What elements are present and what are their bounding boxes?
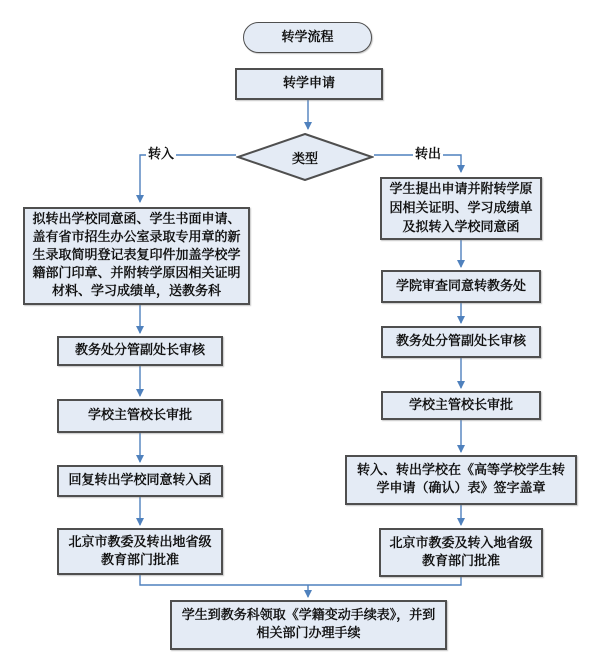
decision-label: 类型 bbox=[291, 151, 318, 167]
flow-node-decision bbox=[236, 133, 374, 181]
flow-node-left-reply-letter: 回复转出学校同意转入函 bbox=[57, 465, 223, 497]
flow-node-final-procedures: 学生到教务科领取《学籍变动手续表》，并到相关部门办理手续 bbox=[170, 600, 447, 650]
flow-node-left-principal-approval: 学校主管校长审批 bbox=[57, 399, 223, 433]
flow-node-start: 转学流程 bbox=[243, 22, 372, 53]
flow-node-right-deputy-review: 教务处分管副处长审核 bbox=[381, 326, 541, 358]
flow-node-right-college-review: 学院审查同意转教务处 bbox=[381, 270, 541, 303]
flow-node-left-deputy-review: 教务处分管副处长审核 bbox=[57, 336, 223, 366]
flow-node-left-gov-approval: 北京市教委及转出地省级教育部门批准 bbox=[57, 528, 223, 575]
flow-node-right-sign-seal: 转入、转出学校在《高等学校学生转学申请（确认）表》签字盖章 bbox=[345, 455, 577, 505]
flow-node-right-principal-approval: 学校主管校长审批 bbox=[381, 391, 541, 420]
flow-node-right-student-apply: 学生提出申请并附转学原因相关证明、学习成绩单及拟转入学校同意函 bbox=[380, 177, 542, 240]
flow-node-right-gov-approval: 北京市教委及转入地省级教育部门批准 bbox=[379, 528, 543, 577]
flow-node-left-materials: 拟转出学校同意函、学生书面申请、盖有省市招生办公室录取专用章的新生录取简明登记表复印件加盖学校学籍部门印章、并附转学原因相关证明材料、学习成绩单，送教务科 bbox=[23, 207, 250, 305]
branch-label-transfer-in: 转入 bbox=[148, 147, 175, 162]
branch-label-transfer-out: 转出 bbox=[415, 147, 442, 162]
flow-node-apply: 转学申请 bbox=[235, 68, 383, 100]
